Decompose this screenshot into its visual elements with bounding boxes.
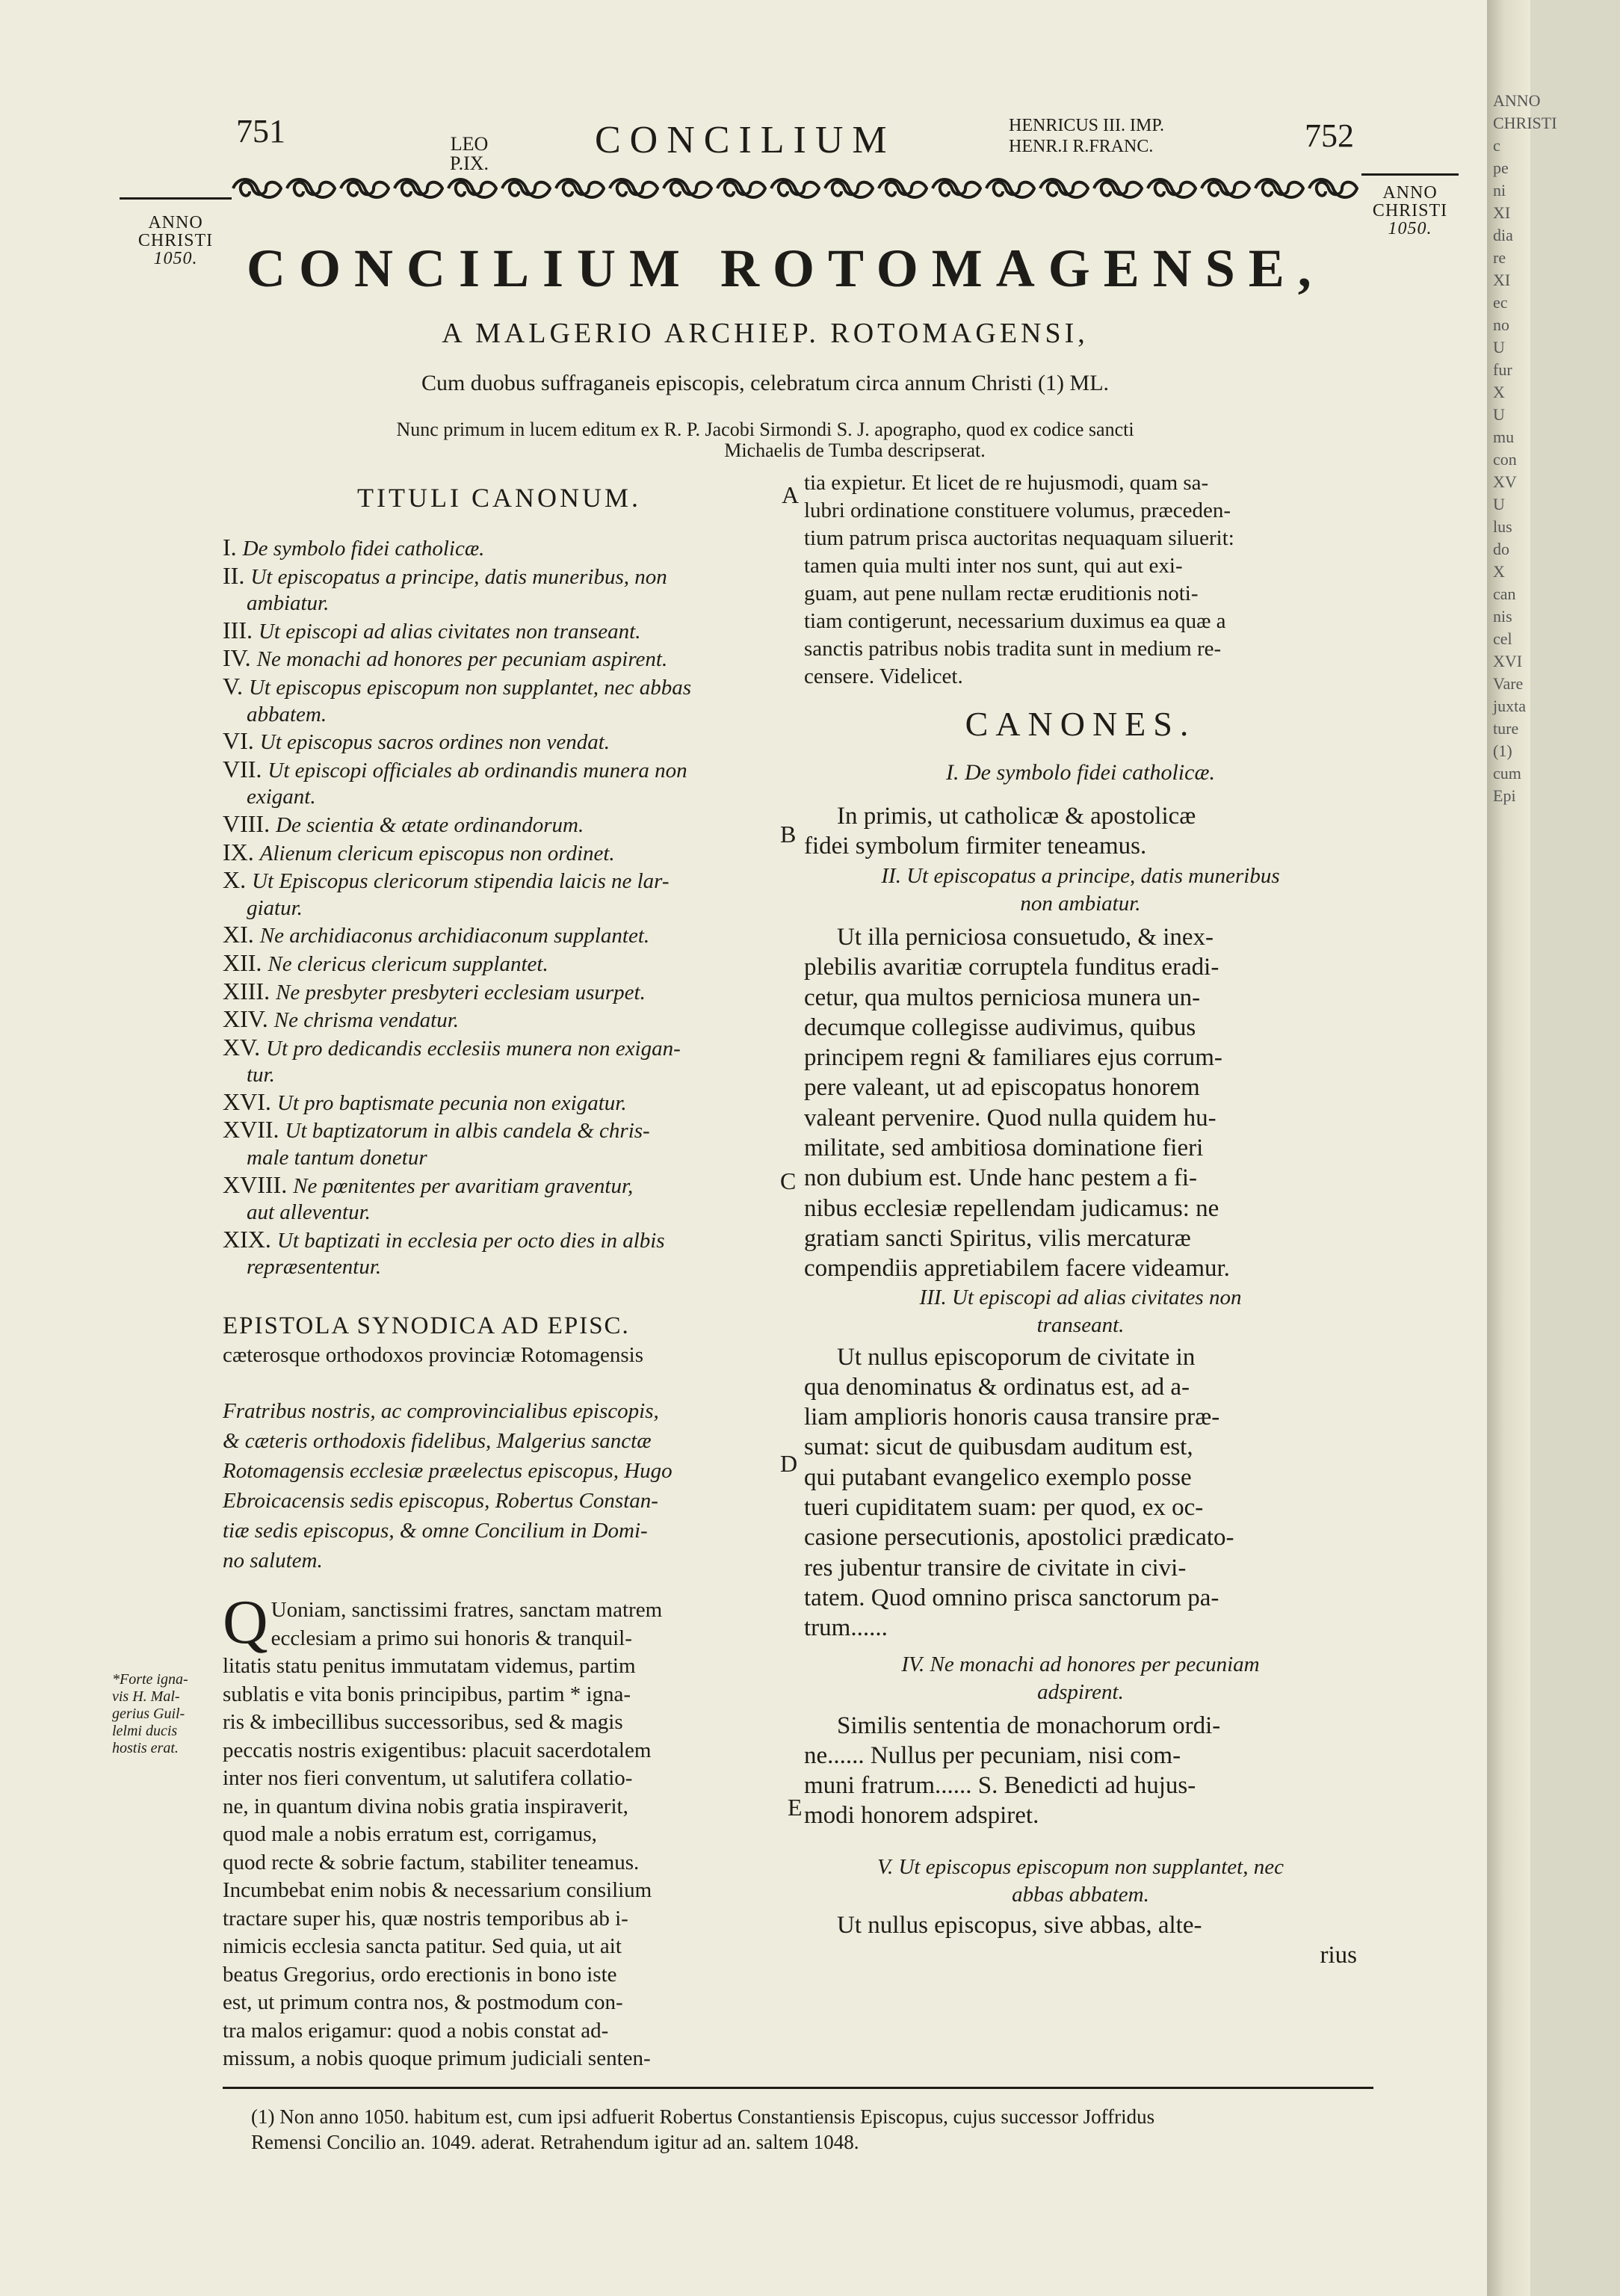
titulus-text: Ut episcopi ad alias civitates non transeant.	[258, 619, 641, 644]
edge-fragment: X	[1493, 562, 1505, 581]
titulus-number: XII.	[223, 948, 268, 976]
titulus-text: Ut Episcopus clericorum stipendia laicis ne lar-	[252, 869, 670, 894]
canon-3-heading-line: transeant.	[1036, 1312, 1125, 1337]
titulus-number: X.	[223, 866, 253, 894]
address-line: Fratribus nostris, ac comprovincialibus episcopis,	[223, 1399, 659, 1424]
titulus-text: giatur.	[247, 895, 303, 920]
titulus-row	[223, 1145, 776, 1172]
edge-fragment: cel	[1493, 629, 1512, 648]
ornament-glyph	[986, 179, 1034, 197]
edge-fragment: Vare	[1493, 674, 1524, 693]
edge-fragment: ec	[1493, 293, 1508, 312]
canon-line: fidei symbolum firmiter teneamus.	[804, 833, 1147, 860]
body-line: ecclesiam a primo sui honoris & tranquil-	[270, 1626, 632, 1650]
canon-5-heading	[804, 1854, 1357, 1909]
titulus-text: Ut pro baptismate pecunia non exigatur.	[276, 1090, 627, 1115]
titulus-text: Ut baptizati in ecclesia per octo dies in albis	[276, 1228, 665, 1253]
edge-fragment: U	[1493, 495, 1505, 513]
intro-line: tia expietur. Et licet de re hujusmodi, quam sa-	[804, 471, 1209, 495]
canon-2-heading	[804, 862, 1357, 918]
edge-fragment: pe	[1493, 158, 1509, 177]
intro-line: lubri ordinatione constituere volumus, præceden-	[804, 499, 1231, 522]
margin-letter-e: E	[788, 1794, 803, 1821]
canon-line: decumque collegisse audivimus, quibus	[804, 1013, 1196, 1041]
canon-line: muni fratrum...... S. Benedicti ad hujus-	[804, 1772, 1196, 1800]
edge-fragment: CHRISTI	[1493, 114, 1557, 132]
body-line: Incumbebat enim nobis & necessarium consilium	[223, 1878, 652, 1903]
ornament-glyph	[395, 179, 442, 197]
ornament-band	[230, 173, 1357, 203]
side-note-line: lelmi ducis	[112, 1723, 178, 1739]
address-line: tiæ sedis episcopus, & omne Concilium in Domi-	[223, 1519, 648, 1543]
christi-label: CHRISTI	[137, 231, 214, 250]
canon-line: non dubium est. Unde hanc pestem a fi-	[804, 1164, 1198, 1192]
titulus-text: Ut baptizatorum in albis candela & chris-	[285, 1119, 650, 1144]
titulus-row	[223, 1117, 776, 1145]
titulus-number: III.	[223, 616, 259, 644]
canon-2-heading-line: non ambiatur.	[1020, 892, 1141, 916]
body-line: tractare super his, quæ nostris temporibus ab i-	[223, 1906, 628, 1931]
edge-fragment: can	[1493, 584, 1516, 603]
source-line-2: Michaelis de Tumba descripserat.	[724, 439, 986, 461]
canon-line: rius	[1320, 1941, 1357, 1969]
edge-fragment: X	[1493, 383, 1505, 401]
edge-fragment: U	[1493, 405, 1505, 424]
titulus-text: Ne chrisma vendatur.	[273, 1008, 460, 1033]
canon-line: Ut nullus episcopus, sive abbas, alte-	[837, 1911, 1202, 1939]
address-line: no salutem.	[223, 1549, 323, 1573]
titulus-row	[223, 645, 776, 673]
edge-fragment: U	[1493, 338, 1505, 357]
edge-fragment: mu	[1493, 428, 1515, 446]
running-title: CONCILIUM	[595, 119, 896, 161]
ornament-glyph	[610, 179, 658, 197]
titulus-row	[223, 811, 776, 839]
pope-name: LEO	[450, 133, 489, 155]
ornament-glyph	[1309, 179, 1357, 197]
titulus-number: VI.	[223, 727, 260, 755]
ornament-glyph	[1040, 179, 1088, 197]
ornament-glyph	[717, 179, 765, 197]
intro-line: tiam contigerunt, necessarium duximus ea quæ a	[804, 609, 1226, 633]
letter-address	[223, 1396, 776, 1576]
king-line: HENR.I R.FRANC.	[1009, 137, 1154, 156]
margin-letter-b: B	[780, 821, 797, 848]
edge-fragment: c	[1493, 136, 1500, 155]
canon-line: casione persecutionis, apostolici prædicato-	[804, 1524, 1234, 1552]
epistola-heading: EPISTOLA SYNODICA AD EPISC.	[223, 1312, 630, 1340]
titulus-number: V.	[223, 672, 249, 700]
tituli-list	[223, 534, 776, 1281]
margin-letter-c: C	[780, 1167, 797, 1194]
council-subtitle: A MALGERIO ARCHIEP. ROTOMAGENSI,	[442, 318, 1089, 349]
ornament-glyph	[287, 179, 335, 197]
body-line: quod recte & sobrie factum, stabiliter teneamus.	[223, 1850, 640, 1874]
right-page-number: 752	[1305, 117, 1354, 154]
titulus-row	[223, 756, 776, 785]
titulus-number: VII.	[223, 755, 268, 783]
body-line: ris & imbecillibus successoribus, sed & magis	[223, 1710, 623, 1735]
titulus-number: XV.	[223, 1033, 267, 1061]
titulus-row	[223, 1226, 776, 1255]
canon-line: gratiam sancti Spiritus, vilis mercaturæ	[804, 1224, 1191, 1252]
titulus-row	[223, 617, 776, 646]
anno-label: ANNO	[148, 213, 203, 232]
titulus-row	[223, 1089, 776, 1117]
canon-line: Similis sententia de monachorum ordi-	[837, 1712, 1221, 1739]
emperor-line: HENRICUS III. IMP.	[1009, 116, 1165, 135]
body-line: sublatis e vita bonis principibus, partim * igna-	[223, 1682, 631, 1706]
epistola-subheading: cæterosque orthodoxos provinciæ Rotomagensis	[223, 1343, 644, 1368]
side-note-line: gerius Guil-	[112, 1706, 185, 1722]
canon-4-heading	[804, 1651, 1357, 1706]
titulus-text: Ut episcopi officiales ab ordinandis munera non	[268, 758, 687, 783]
canon-line: tatem. Quod omnino prisca sanctorum pa-	[804, 1584, 1219, 1611]
address-line: Rotomagensis ecclesiæ præelectus episcopus, Hugo	[223, 1459, 673, 1484]
ornament-glyph	[664, 179, 711, 197]
canon-line: plebilis avaritiæ corruptela funditus eradi-	[804, 954, 1219, 981]
titulus-row	[223, 728, 776, 756]
canon-2-text	[804, 922, 1357, 1284]
letter-body	[223, 1587, 776, 2073]
edge-fragment: cum	[1493, 764, 1521, 783]
body-line: nimicis ecclesia sancta patitur. Sed quia, ut ait	[223, 1934, 622, 1959]
right-column	[804, 469, 1357, 1970]
canon-line: Ut nullus episcoporum de civitate in	[837, 1343, 1196, 1371]
ornament-glyph	[1255, 179, 1303, 197]
edge-fragment: re	[1493, 248, 1506, 267]
ornament-glyph	[502, 179, 550, 197]
intro-line: tamen quia multi inter nos sunt, qui aut exi-	[804, 554, 1183, 578]
margin-letter-d: D	[780, 1450, 798, 1477]
canon-line: trum......	[804, 1614, 888, 1642]
canon-line: modi honorem adspiret.	[804, 1802, 1039, 1830]
body-line: litatis statu penitus immutatam videmus, partim	[223, 1654, 636, 1679]
titulus-row	[223, 1062, 776, 1089]
edge-fragment: no	[1493, 315, 1509, 334]
titulus-number: XVIII.	[223, 1170, 294, 1198]
side-note-line: *Forte igna-	[112, 1671, 188, 1688]
canon-line: nibus ecclesiæ repellendam judicamus: ne	[804, 1194, 1219, 1222]
drop-cap: Q	[223, 1587, 268, 1658]
christi-label: CHRISTI	[1372, 201, 1448, 220]
titulus-number: XIX.	[223, 1225, 277, 1253]
canon-3-heading-line: III. Ut episcopi ad alias civitates non	[919, 1285, 1242, 1309]
titulus-number: IV.	[223, 644, 257, 672]
footnote-line: (1) Non anno 1050. habitum est, cum ipsi adfuerit Robertus Constantiensis Episcopus, cujus successor Joffridus	[251, 2105, 1155, 2128]
titulus-row	[223, 839, 776, 868]
footnote-rule	[223, 2087, 1373, 2089]
edge-fragment: ture	[1493, 719, 1519, 738]
titulus-text: tur.	[247, 1063, 275, 1087]
canon-3-heading	[804, 1284, 1357, 1339]
edge-fragment: dia	[1493, 226, 1513, 244]
emperor-label	[1009, 115, 1164, 157]
body-line: Uoniam, sanctissimi fratres, sanctam matrem	[270, 1598, 663, 1623]
canon-1-heading: I. De symbolo fidei catholicæ.	[946, 760, 1215, 785]
footnote-line: Remensi Concilio an. 1049. aderat. Retrahendum igitur ad an. saltem 1048.	[251, 2131, 859, 2153]
titulus-row	[223, 867, 776, 895]
canon-line: In primis, ut catholicæ & apostolicæ	[837, 803, 1196, 830]
titulus-number: XIV.	[223, 1005, 274, 1033]
canon-3-text	[804, 1342, 1357, 1644]
ornament-glyph	[233, 179, 281, 197]
titulus-row	[223, 950, 776, 978]
titulus-text: Alienum clericum episcopus non ordinet.	[259, 841, 615, 865]
titulus-number: XVII.	[223, 1116, 285, 1144]
titulus-text: Ut pro dedicandis ecclesiis munera non exigan-	[266, 1036, 681, 1061]
titulus-row	[223, 922, 776, 950]
body-line: quod male a nobis erratum est, corrigamus,	[223, 1822, 597, 1847]
ornament-glyph	[933, 179, 980, 197]
titulus-text: Ut episcopus sacros ordines non vendat.	[259, 730, 610, 755]
intro-line: sanctis patribus nobis tradita sunt in medium re-	[804, 637, 1222, 661]
intro-line: tium patrum prisca auctoritas nequaquam siluerit:	[804, 526, 1234, 550]
body-line: tra malos erigamur: quod a nobis constat ad-	[223, 2018, 609, 2043]
canon-1-text	[804, 801, 1357, 861]
titulus-text: repræsententur.	[247, 1255, 382, 1280]
edge-fragment: juxta	[1493, 697, 1526, 715]
titulus-row	[223, 563, 776, 591]
titulus-row	[223, 1006, 776, 1034]
year-label: 1050.	[1388, 219, 1432, 238]
anno-label: ANNO	[1382, 183, 1438, 203]
canon-line: sumat: sicut de quibusdam auditum est,	[804, 1434, 1193, 1461]
edge-fragment: ANNO	[1493, 91, 1541, 110]
canon-line: cetur, qua multos perniciosa munera un-	[804, 984, 1201, 1011]
titulus-number: IX.	[223, 838, 260, 865]
body-lines	[223, 1625, 776, 2073]
titulus-number: XIII.	[223, 977, 276, 1004]
titulus-text: Ne monachi ad honores per pecuniam aspirent.	[256, 647, 668, 672]
titulus-text: Ne pœnitentes per avaritiam graventur,	[293, 1173, 634, 1198]
titulus-text: aut alleventur.	[247, 1200, 371, 1225]
titulus-text: Ne clericus clericum supplantet.	[268, 951, 548, 976]
canon-line: tueri cupiditatem suam: per quod, ex oc-	[804, 1494, 1204, 1522]
titulus-row	[223, 784, 776, 811]
edge-fragment: nis	[1493, 607, 1512, 626]
titulus-number: II.	[223, 561, 251, 589]
titulus-text: De symbolo fidei catholicæ.	[242, 537, 485, 561]
titulus-text: ambiatur.	[247, 591, 330, 616]
celebratum-line: Cum duobus suffraganeis episcopis, celebratum circa annum Christi (1) ML.	[421, 371, 1110, 395]
titulus-text: Ut episcopatus a principe, datis muneribus, non	[250, 564, 667, 589]
titulus-text: abbatem.	[247, 702, 327, 726]
ornament-glyph	[448, 179, 496, 197]
titulus-row	[223, 534, 776, 563]
titulus-row	[223, 673, 776, 702]
titulus-number: XI.	[223, 921, 260, 948]
right-header-rule	[1361, 173, 1459, 176]
titulus-number: I.	[223, 534, 243, 561]
titulus-text: De scientia & ætate ordinandorum.	[276, 812, 584, 837]
edge-fragment: ni	[1493, 181, 1506, 200]
edge-fragment: do	[1493, 540, 1509, 558]
edge-fragment: lus	[1493, 517, 1512, 536]
source-line-1: Nunc primum in lucem editum ex R. P. Jacobi Sirmondi S. J. apographo, quod ex codice sancti	[396, 419, 1134, 440]
address-line: & cæteris orthodoxis fidelibus, Malgerius sanctæ	[223, 1429, 652, 1454]
titulus-row	[223, 1034, 776, 1063]
left-page-number: 751	[236, 113, 285, 149]
next-page-edge-text	[1493, 90, 1557, 807]
edge-fragment: con	[1493, 450, 1517, 469]
canon-line: compendiis appretiabilem facere videamur.	[804, 1255, 1230, 1283]
titulus-row	[223, 1254, 776, 1281]
canon-line: res jubentur transire de civitate in civi-	[804, 1554, 1187, 1581]
titulus-text: exigant.	[247, 785, 316, 809]
body-line: beatus Gregorius, ordo erectionis in bono iste	[223, 1962, 617, 1987]
body-line: ne, in quantum divina nobis gratia inspiraverit,	[223, 1794, 628, 1818]
pope-number: P.IX.	[449, 152, 489, 174]
titulus-text: male tantum donetur	[247, 1146, 427, 1170]
titulus-row	[223, 895, 776, 922]
side-note-line: vis H. Mal-	[112, 1688, 180, 1705]
titulus-row	[223, 1172, 776, 1200]
side-note-line: hostis erat.	[112, 1740, 179, 1756]
ornament-glyph	[1202, 179, 1249, 197]
ornament-glyph	[771, 179, 819, 197]
titulus-row	[223, 1200, 776, 1226]
intro-line: censere. Videlicet.	[804, 664, 963, 688]
intro-text	[804, 469, 1357, 691]
footnote	[251, 2104, 1387, 2155]
titulus-number: XVI.	[223, 1087, 277, 1115]
body-line: peccatis nostris exigentibus: placuit sacerdotalem	[223, 1738, 652, 1762]
ornament-glyph	[879, 179, 927, 197]
titulus-row	[223, 702, 776, 729]
council-title: CONCILIUM ROTOMAGENSE,	[247, 238, 1325, 298]
canon-line: valeant pervenire. Quod nulla quidem hu-	[804, 1104, 1216, 1132]
titulus-number: VIII.	[223, 809, 276, 837]
body-line: est, ut primum contra nos, & postmodum con-	[223, 1990, 623, 2015]
canon-5-heading-line: V. Ut episcopus episcopum non supplantet, nec	[877, 1854, 1284, 1879]
canon-line: Ut illa perniciosa consuetudo, & inex-	[837, 924, 1214, 951]
body-line: missum, a nobis quoque primum judiciali senten-	[223, 2046, 651, 2071]
ornament-glyph	[825, 179, 873, 197]
canon-line: pere valeant, ut ad episcopatus honorem	[804, 1074, 1200, 1102]
ornament-glyph	[341, 179, 389, 197]
titulus-text: Ne presbyter presbyteri ecclesiam usurpet.	[276, 980, 646, 1004]
canon-line: principem regni & familiares ejus corrum-	[804, 1044, 1222, 1072]
body-line: inter nos fieri conventum, ut salutifera collatio-	[223, 1766, 633, 1791]
canon-line: qui putabant evangelico exemplo posse	[804, 1463, 1192, 1491]
tituli-heading: TITULI CANONUM.	[357, 483, 641, 513]
anno-right	[1361, 184, 1459, 238]
canon-4-text	[804, 1711, 1357, 1831]
ornament-glyph	[1094, 179, 1142, 197]
edge-fragment: XI	[1493, 271, 1511, 289]
left-column	[223, 484, 776, 2073]
canon-line: militate, sed ambitiosa dominatione fieri	[804, 1135, 1204, 1162]
year-label: 1050.	[153, 249, 198, 268]
canon-line: ne...... Nullus per pecuniam, nisi com-	[804, 1741, 1181, 1769]
address-line: Ebroicacensis sedis episcopus, Robertus Constan-	[223, 1489, 658, 1513]
titulus-text: Ne archidiaconus archidiaconum supplantet.	[259, 924, 650, 948]
edge-fragment: XVI	[1493, 652, 1523, 670]
margin-letter-a: A	[782, 481, 800, 508]
ornament-glyph	[1148, 179, 1196, 197]
canon-2-heading-line: II. Ut episcopatus a principe, datis muneribus	[881, 864, 1280, 888]
pope-label	[439, 135, 499, 173]
titulus-row	[223, 590, 776, 617]
canones-heading: CANONES.	[965, 705, 1196, 743]
left-header-rule	[120, 197, 232, 200]
canon-4-heading-line: adspirent.	[1037, 1679, 1124, 1704]
edge-fragment: fur	[1493, 360, 1512, 379]
canon-5-text	[804, 1910, 1357, 1970]
edge-fragment: Epi	[1493, 786, 1516, 805]
anno-left	[120, 214, 232, 268]
canon-line: qua denominatus & ordinatus est, ad a-	[804, 1373, 1190, 1401]
edge-fragment: XV	[1493, 472, 1517, 491]
ornament-glyph	[556, 179, 604, 197]
canon-line: liam amplioris honoris causa transire præ-	[804, 1404, 1220, 1431]
edge-fragment: (1)	[1493, 741, 1512, 760]
intro-line: guam, aut pene nullam rectæ eruditionis noti-	[804, 581, 1199, 605]
titulus-row	[223, 978, 776, 1007]
canon-4-heading-line: IV. Ne monachi ad honores per pecuniam	[901, 1652, 1260, 1676]
side-note	[112, 1671, 224, 1757]
canon-5-heading-line: abbas abbatem.	[1012, 1882, 1149, 1907]
edge-fragment: XI	[1493, 203, 1511, 222]
titulus-text: Ut episcopus episcopum non supplantet, nec abbas	[248, 675, 691, 700]
